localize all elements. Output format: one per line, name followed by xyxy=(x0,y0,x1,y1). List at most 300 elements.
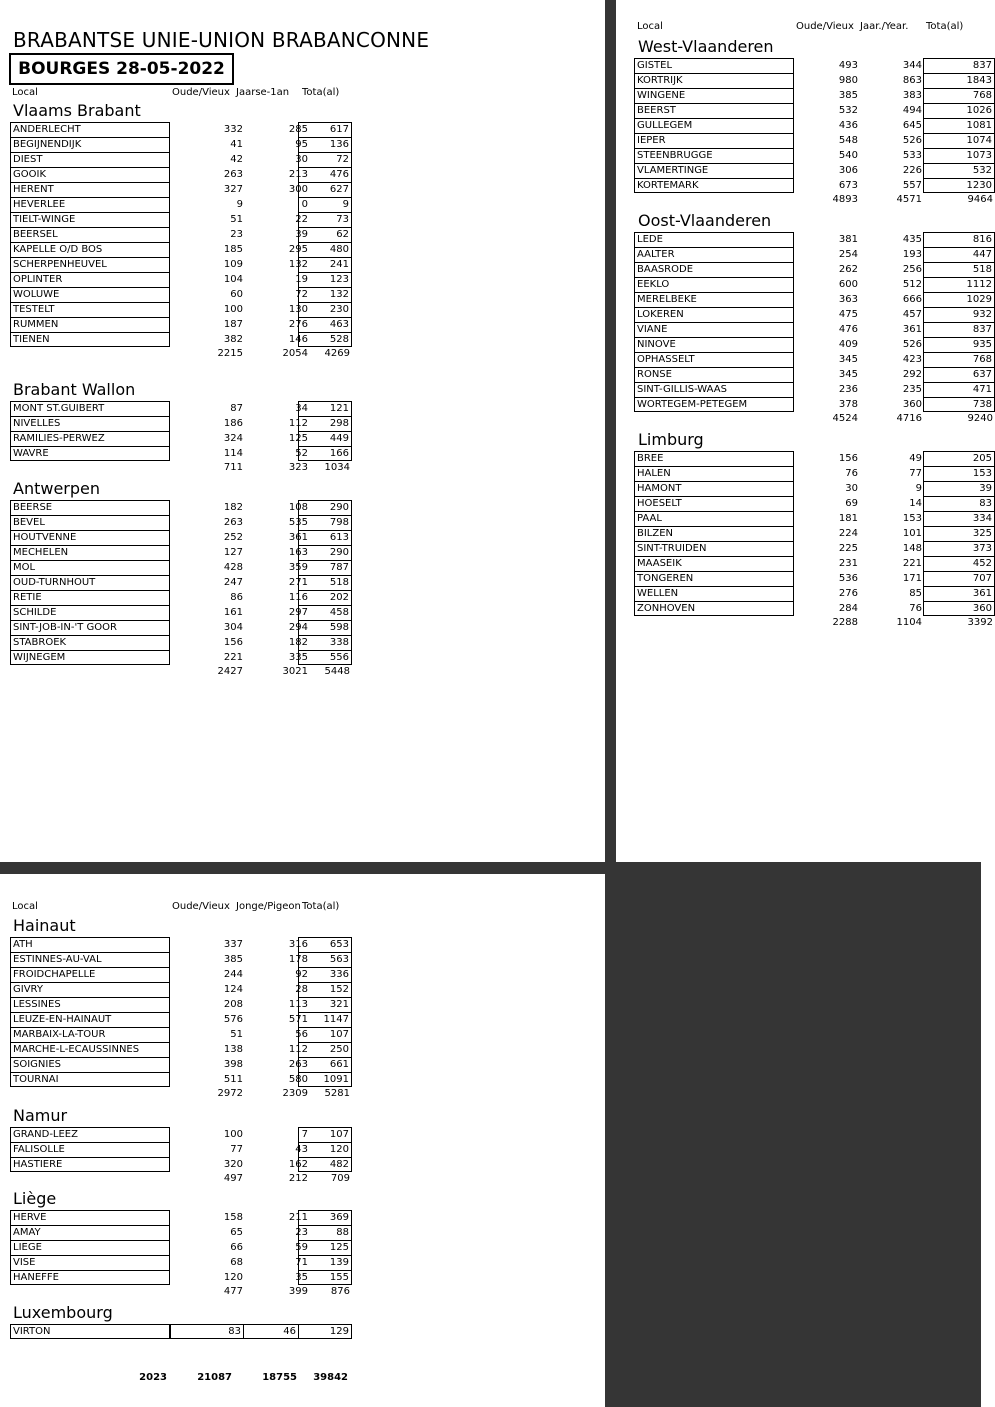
club-name: WINGENE xyxy=(634,88,794,103)
old-count: 51 xyxy=(230,1029,243,1040)
section-title: Brabant Wallon xyxy=(13,380,136,399)
section-subtotal xyxy=(10,1173,352,1186)
young-count: 23 xyxy=(295,1227,308,1238)
total-count: 837 xyxy=(923,58,995,73)
table-row xyxy=(634,133,992,148)
table-row xyxy=(634,397,992,412)
section-subtotal xyxy=(10,348,352,361)
total-count: 1029 xyxy=(923,292,995,307)
total-count: 1230 xyxy=(923,178,995,193)
club-name: SOIGNIES xyxy=(10,1057,170,1072)
young-count: 43 xyxy=(295,1144,308,1155)
club-name: RETIE xyxy=(10,590,170,605)
young-count: 666 xyxy=(902,294,922,305)
total-count: 107 xyxy=(298,1027,352,1042)
total-count: 613 xyxy=(298,530,352,545)
table-row xyxy=(10,605,352,620)
young-count: 423 xyxy=(902,354,922,365)
young-count: 535 xyxy=(288,517,308,528)
total-count: 816 xyxy=(923,232,995,247)
header-young: Jaar./Year. xyxy=(860,21,909,32)
subtotal-young: 212 xyxy=(288,1173,308,1184)
subtotal-young: 2309 xyxy=(282,1088,308,1099)
young-count: 361 xyxy=(288,532,308,543)
young-count: 457 xyxy=(902,309,922,320)
club-name: AALTER xyxy=(634,247,794,262)
subtotal-total: 876 xyxy=(330,1286,350,1297)
old-count: 428 xyxy=(223,562,243,573)
old-count: 398 xyxy=(223,1059,243,1070)
club-name: BEVEL xyxy=(10,515,170,530)
young-count: 113 xyxy=(288,999,308,1010)
table-row xyxy=(10,952,352,967)
old-count: 114 xyxy=(223,448,243,459)
young-count: 263 xyxy=(288,1059,308,1070)
club-name: OPHASSELT xyxy=(634,352,794,367)
table-row xyxy=(10,1057,352,1072)
old-count: 345 xyxy=(838,369,858,380)
old-count: 225 xyxy=(838,543,858,554)
club-name: NINOVE xyxy=(634,337,794,352)
grand-total-sum: 39842 xyxy=(313,1372,348,1383)
club-name: GISTEL xyxy=(634,58,794,73)
subtotal-young: 1104 xyxy=(896,617,922,628)
table-row xyxy=(634,262,992,277)
total-count: 471 xyxy=(923,382,995,397)
table-row xyxy=(634,526,992,541)
table-row xyxy=(634,382,992,397)
old-count: 262 xyxy=(838,264,858,275)
young-count: 533 xyxy=(902,150,922,161)
table-row xyxy=(634,178,992,193)
table-row xyxy=(10,1042,352,1057)
grand-total-year: 2023 xyxy=(139,1372,167,1383)
club-name: WAVRE xyxy=(10,446,170,461)
subtotal-total: 9464 xyxy=(967,194,993,205)
young-count: 526 xyxy=(902,135,922,146)
old-count: 536 xyxy=(838,573,858,584)
young-count: 35 xyxy=(295,1272,308,1283)
club-name: HANEFFE xyxy=(10,1270,170,1285)
club-name: BEGIJNENDIJK xyxy=(10,137,170,152)
total-count: 452 xyxy=(923,556,995,571)
subtotal-young: 4571 xyxy=(896,194,922,205)
young-count: 221 xyxy=(902,558,922,569)
club-name: SINT-GILLIS-WAAS xyxy=(634,382,794,397)
total-count: 123 xyxy=(298,272,352,287)
young-count: 213 xyxy=(288,169,308,180)
club-name: MOL xyxy=(10,560,170,575)
young-count: 863 xyxy=(902,75,922,86)
header-young: Jaarse-1an xyxy=(236,87,290,98)
club-name: MECHELEN xyxy=(10,545,170,560)
club-name: HERENT xyxy=(10,182,170,197)
grand-total-row xyxy=(0,1372,360,1386)
total-count: 129 xyxy=(298,1324,352,1339)
section-title: Namur xyxy=(13,1106,68,1125)
total-count: 290 xyxy=(298,500,352,515)
table-row xyxy=(634,541,992,556)
club-name: LESSINES xyxy=(10,997,170,1012)
header-young: Jonge/Pigeon xyxy=(236,901,301,912)
subtotal-young: 3021 xyxy=(282,666,308,677)
table-row xyxy=(634,277,992,292)
section-title: Oost-Vlaanderen xyxy=(638,211,772,230)
subtotal-total: 1034 xyxy=(324,462,350,473)
table-row xyxy=(634,466,992,481)
subtotal-old: 477 xyxy=(223,1286,243,1297)
table-row xyxy=(10,1240,352,1255)
subtotal-young: 323 xyxy=(288,462,308,473)
page-3 xyxy=(0,874,605,1407)
table-row xyxy=(10,997,352,1012)
table-row xyxy=(634,163,992,178)
old-count: 76 xyxy=(845,468,858,479)
young-count: 30 xyxy=(295,154,308,165)
club-name: KORTEMARK xyxy=(634,178,794,193)
young-count: 276 xyxy=(288,319,308,330)
old-count: 382 xyxy=(223,334,243,345)
old-count: 436 xyxy=(838,120,858,131)
young-count: 163 xyxy=(288,547,308,558)
old-count: 124 xyxy=(223,984,243,995)
document-title: BRABANTSE UNIE-UNION BRABANCONNE xyxy=(13,28,430,52)
young-count: 226 xyxy=(902,165,922,176)
club-name: IEPER xyxy=(634,133,794,148)
section-title: Hainaut xyxy=(13,916,76,935)
old-count: 673 xyxy=(838,180,858,191)
club-name: TONGEREN xyxy=(634,571,794,586)
old-count: 187 xyxy=(223,319,243,330)
total-count: 1147 xyxy=(298,1012,352,1027)
young-count: 344 xyxy=(902,60,922,71)
young-count: 14 xyxy=(909,498,922,509)
young-count: 494 xyxy=(902,105,922,116)
table-row xyxy=(10,937,352,952)
section-subtotal xyxy=(10,462,352,475)
header-old: Oude/Vieux xyxy=(796,21,854,32)
old-count: 185 xyxy=(223,244,243,255)
section-title: Limburg xyxy=(638,430,704,449)
total-count: 1843 xyxy=(923,73,995,88)
subtotal-old: 2972 xyxy=(217,1088,243,1099)
young-count: 153 xyxy=(902,513,922,524)
club-name: HERVE xyxy=(10,1210,170,1225)
section-subtotal xyxy=(10,666,352,679)
club-name: MARCHE-L-ECAUSSINNES xyxy=(10,1042,170,1057)
header-old: Oude/Vieux xyxy=(172,87,230,98)
old-count: 332 xyxy=(223,124,243,135)
old-count: 182 xyxy=(223,502,243,513)
young-count: 92 xyxy=(295,969,308,980)
club-name: MERELBEKE xyxy=(634,292,794,307)
old-count: 320 xyxy=(223,1159,243,1170)
table-row xyxy=(634,307,992,322)
club-name: WORTEGEM-PETEGEM xyxy=(634,397,794,412)
club-name: RUMMEN xyxy=(10,317,170,332)
total-count: 787 xyxy=(298,560,352,575)
table-row xyxy=(10,1012,352,1027)
young-count: 256 xyxy=(902,264,922,275)
total-count: 166 xyxy=(298,446,352,461)
total-count: 1112 xyxy=(923,277,995,292)
total-count: 125 xyxy=(298,1240,352,1255)
old-count: 83 xyxy=(170,1324,243,1339)
header-total: Tota(al) xyxy=(926,21,964,32)
club-name: SCHILDE xyxy=(10,605,170,620)
young-count: 285 xyxy=(288,124,308,135)
total-count: 463 xyxy=(298,317,352,332)
young-count: 571 xyxy=(288,1014,308,1025)
table-row xyxy=(10,1270,352,1285)
old-count: 263 xyxy=(223,169,243,180)
young-count: 526 xyxy=(902,339,922,350)
header-total: Tota(al) xyxy=(302,87,340,98)
old-count: 244 xyxy=(223,969,243,980)
club-name: WIJNEGEM xyxy=(10,650,170,665)
total-count: 334 xyxy=(923,511,995,526)
old-count: 284 xyxy=(838,603,858,614)
subtotal-young: 2054 xyxy=(282,348,308,359)
young-count: 72 xyxy=(295,289,308,300)
old-count: 600 xyxy=(838,279,858,290)
club-name: MAASEIK xyxy=(634,556,794,571)
table-row xyxy=(634,511,992,526)
total-count: 107 xyxy=(298,1127,352,1142)
total-count: 290 xyxy=(298,545,352,560)
header-old: Oude/Vieux xyxy=(172,901,230,912)
young-count: 56 xyxy=(295,1029,308,1040)
table-row xyxy=(634,292,992,307)
total-count: 617 xyxy=(298,122,352,137)
total-count: 360 xyxy=(923,601,995,616)
table-row xyxy=(10,1072,352,1087)
table-row xyxy=(634,337,992,352)
young-count: 132 xyxy=(288,259,308,270)
young-count: 125 xyxy=(288,433,308,444)
total-count: 837 xyxy=(923,322,995,337)
total-count: 1081 xyxy=(923,118,995,133)
young-count: 59 xyxy=(295,1242,308,1253)
subtotal-young: 399 xyxy=(288,1286,308,1297)
total-count: 73 xyxy=(298,212,352,227)
club-name: BILZEN xyxy=(634,526,794,541)
subtotal-total: 5448 xyxy=(324,666,350,677)
table-row xyxy=(10,1157,352,1172)
young-count: 360 xyxy=(902,399,922,410)
young-count: 76 xyxy=(909,603,922,614)
young-count: 19 xyxy=(295,274,308,285)
club-name: VISE xyxy=(10,1255,170,1270)
grand-total-young: 18755 xyxy=(262,1372,297,1383)
table-row xyxy=(10,575,352,590)
old-count: 100 xyxy=(223,304,243,315)
old-count: 236 xyxy=(838,384,858,395)
club-name: MONT ST.GUIBERT xyxy=(10,401,170,416)
total-count: 707 xyxy=(923,571,995,586)
total-count: 321 xyxy=(298,997,352,1012)
table-row xyxy=(10,446,352,461)
table-row xyxy=(10,982,352,997)
total-count: 205 xyxy=(923,451,995,466)
young-count: 116 xyxy=(288,592,308,603)
club-name: OPLINTER xyxy=(10,272,170,287)
club-name: EEKLO xyxy=(634,277,794,292)
table-row xyxy=(10,1142,352,1157)
young-count: 211 xyxy=(288,1212,308,1223)
young-count: 52 xyxy=(295,448,308,459)
section-subtotal xyxy=(634,194,993,207)
young-count: 361 xyxy=(902,324,922,335)
background-gap-vertical xyxy=(605,0,616,862)
total-count: 88 xyxy=(298,1225,352,1240)
total-count: 556 xyxy=(298,650,352,665)
club-name: GULLEGEM xyxy=(634,118,794,133)
subtotal-young: 4716 xyxy=(896,413,922,424)
table-row xyxy=(10,1225,352,1240)
young-count: 645 xyxy=(902,120,922,131)
total-count: 9 xyxy=(298,197,352,212)
total-count: 369 xyxy=(298,1210,352,1225)
club-name: AMAY xyxy=(10,1225,170,1240)
total-count: 449 xyxy=(298,431,352,446)
table-row xyxy=(10,167,352,182)
old-count: 51 xyxy=(230,214,243,225)
club-name: ESTINNES-AU-VAL xyxy=(10,952,170,967)
club-name: NIVELLES xyxy=(10,416,170,431)
table-row xyxy=(634,322,992,337)
old-count: 9 xyxy=(236,199,243,210)
total-count: 153 xyxy=(923,466,995,481)
club-name: HOESELT xyxy=(634,496,794,511)
old-count: 161 xyxy=(223,607,243,618)
young-count: 77 xyxy=(909,468,922,479)
old-count: 980 xyxy=(838,75,858,86)
total-count: 250 xyxy=(298,1042,352,1057)
club-name: HALEN xyxy=(634,466,794,481)
total-count: 336 xyxy=(298,967,352,982)
club-name: WELLEN xyxy=(634,586,794,601)
total-count: 637 xyxy=(923,367,995,382)
old-count: 576 xyxy=(223,1014,243,1025)
club-name: HOUTVENNE xyxy=(10,530,170,545)
old-count: 156 xyxy=(838,453,858,464)
club-name: HASTIERE xyxy=(10,1157,170,1172)
table-row xyxy=(10,545,352,560)
old-count: 327 xyxy=(223,184,243,195)
table-row xyxy=(10,212,352,227)
total-count: 518 xyxy=(298,575,352,590)
total-count: 598 xyxy=(298,620,352,635)
section-subtotal xyxy=(634,617,993,630)
table-row xyxy=(10,967,352,982)
subtotal-old: 497 xyxy=(223,1173,243,1184)
young-count: 112 xyxy=(288,418,308,429)
old-count: 208 xyxy=(223,999,243,1010)
old-count: 68 xyxy=(230,1257,243,1268)
old-count: 252 xyxy=(223,532,243,543)
table-row xyxy=(634,148,992,163)
total-count: 563 xyxy=(298,952,352,967)
table-row xyxy=(10,1027,352,1042)
total-count: 653 xyxy=(298,937,352,952)
club-name: FROIDCHAPELLE xyxy=(10,967,170,982)
old-count: 221 xyxy=(223,652,243,663)
table-row xyxy=(10,635,352,650)
club-name: BEERSE xyxy=(10,500,170,515)
old-count: 60 xyxy=(230,289,243,300)
young-count: 171 xyxy=(902,573,922,584)
total-count: 480 xyxy=(298,242,352,257)
club-name: LEDE xyxy=(634,232,794,247)
header-local: Local xyxy=(12,901,38,912)
young-count: 295 xyxy=(288,244,308,255)
table-row xyxy=(10,302,352,317)
club-name: VIANE xyxy=(634,322,794,337)
subtotal-total: 9240 xyxy=(967,413,993,424)
table-row xyxy=(10,272,352,287)
old-count: 345 xyxy=(838,354,858,365)
table-row xyxy=(10,431,352,446)
young-count: 22 xyxy=(295,214,308,225)
subtotal-total: 5281 xyxy=(324,1088,350,1099)
table-row xyxy=(10,332,352,347)
young-count: 85 xyxy=(909,588,922,599)
total-count: 120 xyxy=(298,1142,352,1157)
old-count: 409 xyxy=(838,339,858,350)
young-count: 557 xyxy=(902,180,922,191)
total-count: 482 xyxy=(298,1157,352,1172)
young-count: 512 xyxy=(902,279,922,290)
club-name: RAMILIES-PERWEZ xyxy=(10,431,170,446)
total-count: 627 xyxy=(298,182,352,197)
table-row xyxy=(10,500,352,515)
old-count: 100 xyxy=(223,1129,243,1140)
subtotal-total: 4269 xyxy=(324,348,350,359)
old-count: 363 xyxy=(838,294,858,305)
total-count: 661 xyxy=(298,1057,352,1072)
header-local: Local xyxy=(637,21,663,32)
club-name: LOKEREN xyxy=(634,307,794,322)
club-name: DIEST xyxy=(10,152,170,167)
section-title: Vlaams Brabant xyxy=(13,101,141,120)
table-row xyxy=(634,496,992,511)
grand-total-old: 21087 xyxy=(197,1372,232,1383)
club-name: ATH xyxy=(10,937,170,952)
section-subtotal xyxy=(10,1286,352,1299)
section-title: West-Vlaanderen xyxy=(638,37,774,56)
old-count: 104 xyxy=(223,274,243,285)
young-count: 435 xyxy=(902,234,922,245)
subtotal-old: 2288 xyxy=(832,617,858,628)
young-count: 300 xyxy=(288,184,308,195)
old-count: 493 xyxy=(838,60,858,71)
club-name: WOLUWE xyxy=(10,287,170,302)
total-count: 361 xyxy=(923,586,995,601)
young-count: 383 xyxy=(902,90,922,101)
young-count: 235 xyxy=(902,384,922,395)
table-row xyxy=(10,287,352,302)
total-count: 136 xyxy=(298,137,352,152)
page-2 xyxy=(616,0,993,862)
old-count: 127 xyxy=(223,547,243,558)
young-count: 271 xyxy=(288,577,308,588)
total-count: 447 xyxy=(923,247,995,262)
total-count: 528 xyxy=(298,332,352,347)
young-count: 148 xyxy=(902,543,922,554)
total-count: 152 xyxy=(298,982,352,997)
old-count: 87 xyxy=(230,403,243,414)
